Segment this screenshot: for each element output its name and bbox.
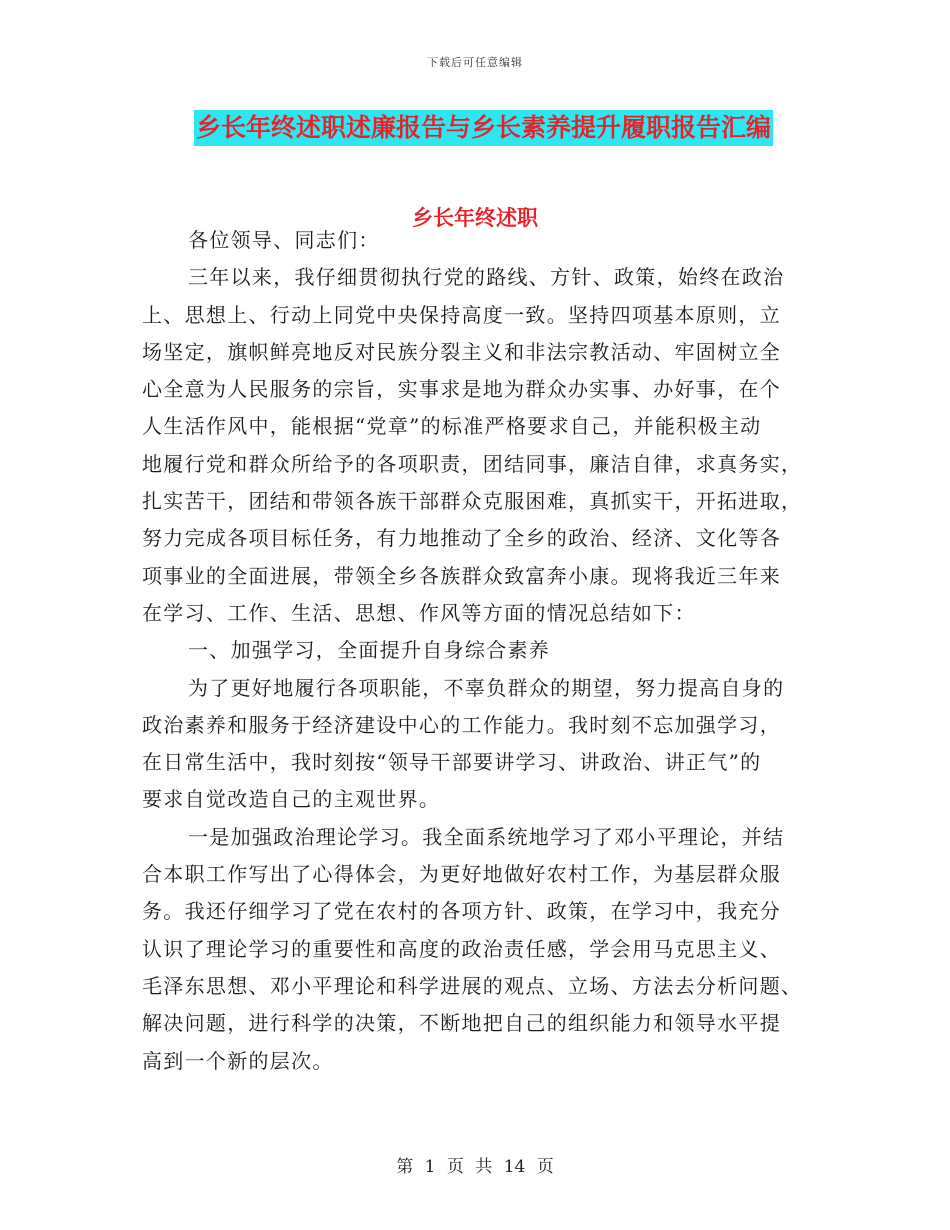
paragraph-line: 扎实苦干，团结和带领各族干部群众克服困难，真抓实干，开拓进取， <box>142 489 803 514</box>
paragraph-line: 人生活作风中，能根据“党章”的标准严格要求自己，并能积极主动 <box>142 414 762 439</box>
document-body <box>142 222 810 1080</box>
heading-line: 一、加强学习，全面提升自身综合素养 <box>188 638 551 663</box>
paragraph-line: 毛泽东思想、邓小平理论和科学进展的观点、立场、方法去分析问题、 <box>142 973 803 998</box>
paragraph-line: 地履行党和群众所给予的各项职责，团结同事，廉洁自律，求真务实， <box>142 451 803 476</box>
paragraph-line: 高到一个新的层次。 <box>142 1048 334 1073</box>
paragraph-line: 要求自觉改造自己的主观世界。 <box>142 787 441 812</box>
paragraph-line: 政治素养和服务于经济建设中心的工作能力。我时刻不忘加强学习， <box>142 712 781 737</box>
paragraph-line: 务。我还仔细学习了党在农村的各项方针、政策，在学习中，我充分 <box>142 899 781 924</box>
paragraph-line: 努力完成各项目标任务，有力地推动了全乡的政治、经济、文化等各 <box>142 526 781 551</box>
paragraph-line: 合本职工作写出了心得体会，为更好地做好农村工作，为基层群众服 <box>142 862 781 887</box>
salutation-line: 各位领导、同志们： <box>188 228 380 252</box>
paragraph-line: 心全意为人民服务的宗旨，实事求是地为群众办实事、办好事，在个 <box>142 377 781 402</box>
page-header-note: 下载后可任意编辑 <box>427 56 523 69</box>
paragraph-line: 项事业的全面进展，带领全乡各族群众致富奔小康。现将我近三年来 <box>142 563 781 588</box>
paragraph-line: 三年以来，我仔细贯彻执行党的路线、方针、政策，始终在政治 <box>188 265 785 290</box>
paragraph-line: 场坚定，旗帜鲜亮地反对民族分裂主义和非法宗教活动、牢固树立全 <box>142 339 781 364</box>
section-title: 乡长年终述职 <box>412 206 538 230</box>
paragraph-line: 在学习、工作、生活、思想、作风等方面的情况总结如下： <box>142 600 696 625</box>
paragraph-line: 解决问题，进行科学的决策，不断地把自己的组织能力和领导水平提 <box>142 1011 781 1036</box>
paragraph-line: 为了更好地履行各项职能，不辜负群众的期望，努力提高自身的 <box>188 675 785 700</box>
paragraph-line: 在日常生活中，我时刻按“领导干部要讲学习、讲政治、讲正气”的 <box>142 750 762 775</box>
paragraph-line: 一是加强政治理论学习。我全面系统地学习了邓小平理论，并结 <box>188 824 785 849</box>
page-number-footer: 第 1 页 共 14 页 <box>396 1157 554 1177</box>
paragraph-line: 认识了理论学习的重要性和高度的政治责任感，学会用马克思主义、 <box>142 936 781 961</box>
paragraph-line: 上、思想上、行动上同党中央保持高度一致。坚持四项基本原则，立 <box>142 302 781 327</box>
document-title: 乡长年终述职述廉报告与乡长素养提升履职报告汇编 <box>194 110 773 146</box>
